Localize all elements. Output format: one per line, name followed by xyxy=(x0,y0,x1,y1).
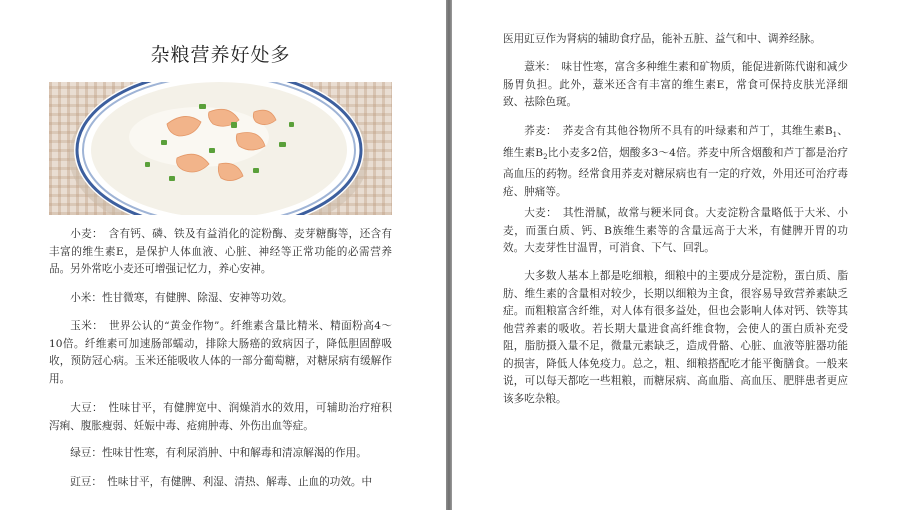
paragraph-soybean: 大豆： 性味甘平，有健脾宽中、润燥消水的效用，可辅助治疗疳积泻痢、腹胀瘦弱、妊娠中毒、疮痈肿毒、外伤出血等症。 xyxy=(49,402,392,432)
paragraph-millet: 小米：性甘微寒，有健脾、除湿、安神等功效。 xyxy=(70,292,293,304)
buckwheat-text-b: 、维生素B xyxy=(503,125,849,159)
paragraph-cowpea: 豇豆： 性味甘平，有健脾、利湿、清热、解毒、止血的功效。中 xyxy=(70,476,373,488)
paragraph-barley: 大麦： 其性滑腻，故常与粳米同食。大麦淀粉含量略低于大米、小麦，而蛋白质、钙、B族维生素等的含量远高于大米，有健脾开胃的功效。大麦芽性甘温胃，可消食、下气、回乳。 xyxy=(503,207,848,254)
paragraph-corn: 玉米： 世界公认的“黄金作物”。纤维素含量比精米、精面粉高4～10倍。纤维素可加速肠部蠕动，排除大肠癌的致病因子，降低胆固醇吸收，预防冠心病。玉米还能吸收人体的一部分葡萄糖，对糖尿病有缓解作用。 xyxy=(49,320,392,385)
buckwheat-text-c: 比小麦多2倍，烟酸多3～4倍。荞麦中所含烟酸和芦丁都是治疗高血压的药物。经常食用荞麦对糖尿病也有一定的疗效，外用还可治疗毒疮、肿痛等。 xyxy=(503,146,849,198)
paragraph-cowpea-continued: 医用豇豆作为肾病的辅助食疗品，能补五脏、益气和中、调养经脉。 xyxy=(503,33,821,45)
subscript-1: 1 xyxy=(832,131,838,140)
page-title: 杂粮营养好处多 xyxy=(150,44,291,66)
paragraph-mung-bean: 绿豆：性味甘性寒，有利尿消肿、中和解毒和清凉解渴的作用。 xyxy=(70,447,367,459)
right-page xyxy=(452,0,898,510)
paragraph-summary: 大多数人基本上都是吃细粮，细粮中的主要成分是淀粉，蛋白质、脂肪、维生素的含量相对较少，长期以细粮为主食，很容易导致营养素缺乏症。而粗粮富含纤维，对人体有很多益处，但也会影响人体对钙、铁等其他营养素的吸收。若长期大量进食高纤维食物，会使人的蛋白质补充受阻，脂肪摄入量不足，微量元素缺乏，造成骨骼、心脏、血液等脏器功能的损害，降低人体免疫力。总之，粗、细粮搭配吃才能平衡膳食。一般来说，可以每天都吃一些粗粮，而糖尿病、高血脂、高血压、肥胖患者更应该多吃杂粮。 xyxy=(503,270,848,405)
buckwheat-text-a: 荞麦： 荞麦含有其他谷物所不具有的叶绿素和芦丁，其维生素B xyxy=(524,125,833,137)
paragraph-wheat: 小麦： 含有钙、磷、铁及有益消化的淀粉酶、麦芽糖酶等，还含有丰富的维生素E，是保护人体血液、心脏、神经等正常功能的必需营养品。另外常吃小麦还可增强记忆力，养心安神。 xyxy=(49,228,392,275)
paragraph-coix-seed: 薏米： 味甘性寒，富含多种维生素和矿物质，能促进新陈代谢和减少肠胃负担。此外，薏米还含有丰富的维生素E，常食可保持皮肤光泽细致、祛除色斑。 xyxy=(503,61,848,108)
subscript-2: 2 xyxy=(543,152,548,161)
porridge-bowl-illustration xyxy=(49,82,392,215)
paragraph-buckwheat xyxy=(503,123,848,201)
porridge-bowl-photo xyxy=(49,82,392,215)
left-page xyxy=(0,0,446,510)
